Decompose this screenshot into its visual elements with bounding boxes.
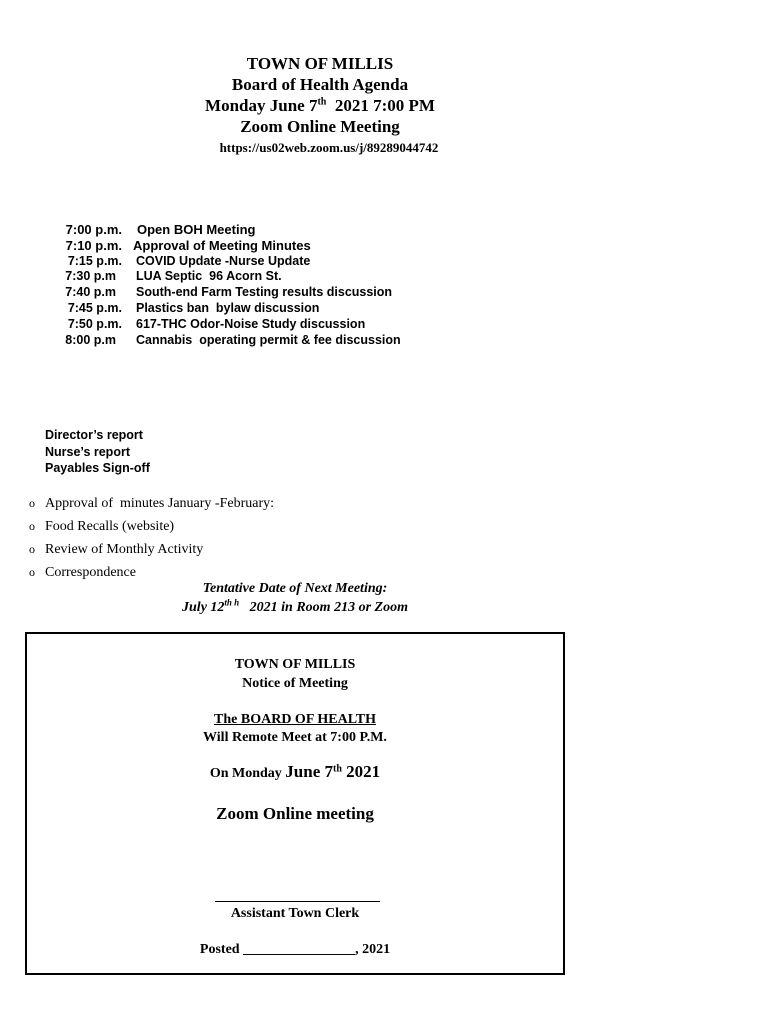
meeting-date-suffix: 2021 7:00 PM [326, 96, 435, 115]
next-date-suffix: 2021 in Room 213 or Zoom [239, 600, 408, 615]
agenda-time: 7:10 p.m. [65, 237, 122, 253]
agenda-item: Approval of Meeting Minutes [133, 237, 311, 253]
notice-date-sup: th [333, 763, 342, 775]
notice-clerk: Assistant Town Clerk [230, 906, 360, 921]
notice-date-year: 2021 [341, 762, 381, 781]
agenda-row [46, 317, 401, 333]
agenda-item: LUA Septic 96 Acorn St. [136, 269, 282, 284]
town-name: TOWN OF MILLIS [246, 54, 394, 73]
next-date-prefix: July 12 [182, 600, 225, 615]
bullet-item [29, 515, 274, 538]
agenda-item: Plastics ban bylaw discussion [136, 300, 320, 315]
agenda-item: COVID Update -Nurse Update [136, 253, 311, 268]
meeting-notice-box [25, 632, 565, 975]
agenda-header [0, 53, 640, 157]
agenda-title: Board of Health Agenda [231, 75, 409, 94]
report-item: Payables Sign-off [45, 461, 150, 475]
next-meeting-label: Tentative Date of Next Meeting: [202, 581, 388, 596]
agenda-row [46, 238, 401, 254]
agenda-time: 7:30 p.m [65, 269, 116, 284]
agenda-time: 8:00 p.m [65, 332, 116, 347]
bullet-item [29, 538, 274, 561]
meeting-date [0, 95, 640, 116]
agenda-row [46, 254, 401, 270]
meeting-type: Zoom Online Meeting [240, 117, 400, 136]
report-item: Nurse’s report [45, 444, 130, 459]
notice-board: The BOARD OF HEALTH [214, 712, 376, 727]
bullet-text: Food Recalls (website) [45, 519, 175, 534]
meeting-date-sup: th [317, 96, 327, 108]
bullet-list [29, 492, 274, 584]
agenda-item: 617-THC Odor-Noise Study discussion [136, 316, 366, 331]
zoom-url-link[interactable]: https://us02web.zoom.us/j/89289044742 [219, 140, 439, 155]
notice-posted: Posted ________________, 2021 [199, 942, 391, 957]
notice-date-day: June 7 [285, 762, 334, 781]
reports-list [45, 427, 150, 477]
bullet-text: Correspondence [45, 565, 136, 580]
notice-title: Notice of Meeting [242, 676, 348, 691]
bullet-item [29, 492, 274, 515]
agenda-row [46, 222, 401, 238]
notice-zoom: Zoom Online meeting [216, 804, 374, 823]
notice-town: TOWN OF MILLIS [234, 657, 356, 672]
next-meeting-date [0, 598, 590, 617]
agenda-item: Cannabis operating permit & fee discussion [136, 332, 401, 347]
next-date-sup: th h [224, 597, 240, 608]
notice-date [27, 761, 563, 785]
signature-line [215, 901, 380, 902]
bullet-circle-icon: o [29, 496, 35, 510]
agenda-row [46, 333, 401, 349]
meeting-date-prefix: Monday June 7 [205, 96, 318, 115]
notice-remote: Will Remote Meet at 7:00 P.M. [203, 730, 387, 745]
agenda-time: 7:45 p.m. [67, 300, 122, 315]
agenda-item: Open BOH Meeting [137, 222, 256, 237]
bullet-circle-icon: o [29, 542, 35, 556]
agenda-time: 7:15 p.m. [67, 253, 122, 268]
agenda-time: 7:00 p.m. [65, 222, 122, 237]
bullet-circle-icon: o [29, 519, 35, 533]
agenda-item: South-end Farm Testing results discussion [136, 285, 393, 300]
agenda-time: 7:50 p.m. [67, 316, 122, 331]
report-item: Director’s report [45, 428, 143, 442]
agenda-row [46, 285, 401, 301]
agenda-row [46, 301, 401, 317]
agenda-time: 7:40 p.m [65, 285, 116, 300]
bullet-text: Approval of minutes January -February: [45, 496, 274, 511]
bullet-text: Review of Monthly Activity [45, 542, 204, 557]
next-meeting [0, 579, 590, 617]
agenda-row [46, 269, 401, 285]
notice-date-prefix: On Monday [209, 766, 286, 781]
agenda-list [46, 222, 401, 348]
bullet-circle-icon: o [29, 565, 35, 579]
